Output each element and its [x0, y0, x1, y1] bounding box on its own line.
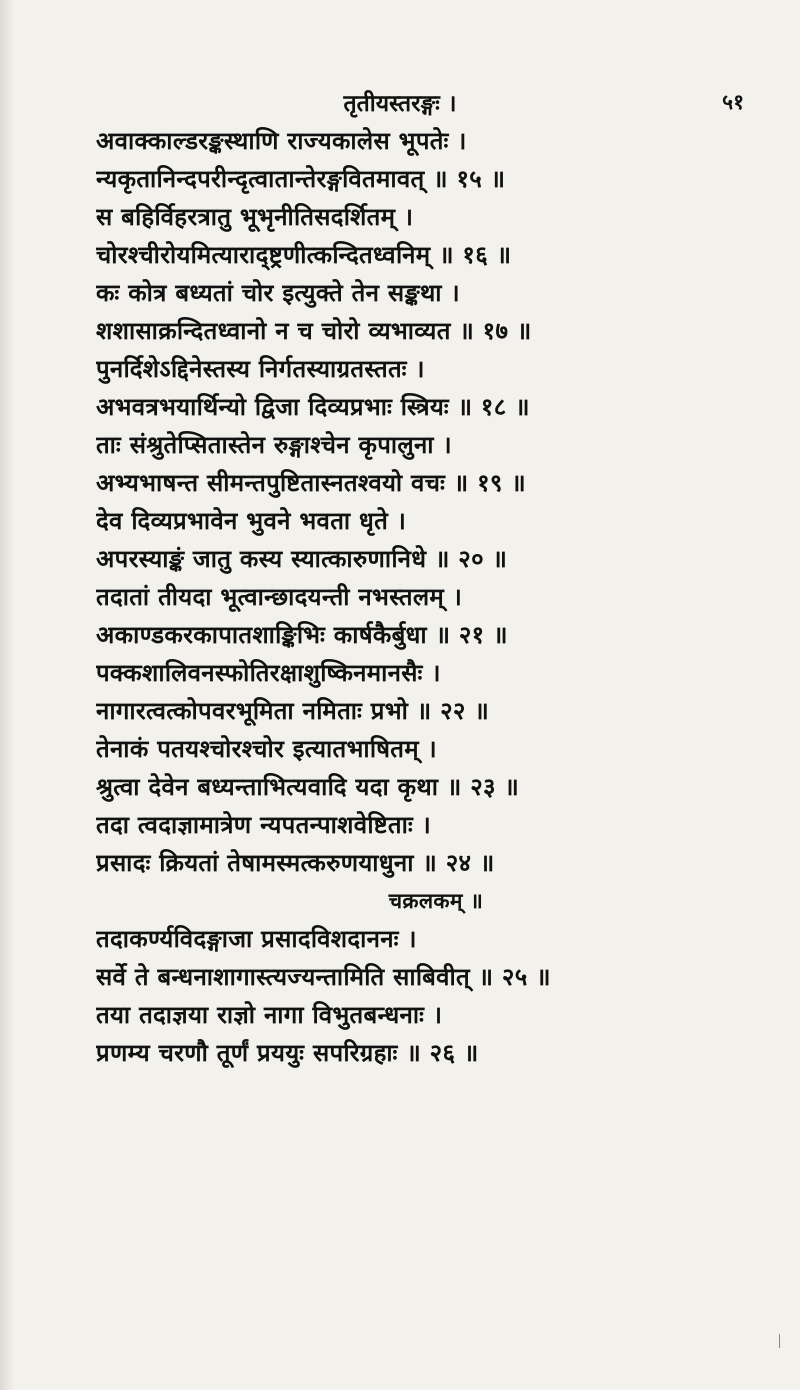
verse-line: तदातां तीयदा भूत्वान्छादयन्ती नभस्तलम् ।: [96, 583, 463, 611]
verse-line: अपरस्याङ्कं जातु कस्य स्यात्कारुणानिधे ॥ २० ॥: [96, 545, 508, 573]
verse-line: तदा त्वदाज्ञामात्रेण न्यपतन्पाशवेष्टिताः ।: [96, 811, 432, 839]
verse-line: अभ्यभाषन्त सीमन्तपुष्टितास्नतश्वयो वचः ॥ १९ ॥: [96, 469, 526, 497]
verse-line: तदाकर्ण्यविदङ्गाजा प्रसादविशदाननः ।: [96, 925, 417, 953]
verse-line: न्यकृतानिन्दपरीन्दृत्वातान्तेरङ्गवितमावत् ॥ १५ ॥: [96, 165, 506, 193]
verse-line: तेनाकं पतयश्चोरश्चोर इत्यातभाषितम् ।: [96, 735, 437, 763]
verse-line: पक्कशालिवनस्फोतिरक्षाशुष्किनमानसैः ।: [96, 659, 441, 687]
verse-line: शशासाक्रन्दितध्वानो न च चोरो व्यभाव्यत ॥ १७ ॥: [96, 317, 532, 345]
running-header: [0, 86, 800, 122]
section-heading: चक्रलकम् ॥: [388, 889, 484, 913]
verse-line: अभवत्रभयार्थिन्यो द्विजा दिव्यप्रभाः स्त्रियः ॥ १८ ॥: [96, 393, 530, 421]
verse-block: [96, 122, 736, 1072]
verse-line: अकाण्डकरकापातशाङ्किभिः कार्षकैर्बुधा ॥ २१ ॥: [96, 621, 508, 649]
verse-line: पुनर्दिशेऽद्दिनेस्तस्य निर्गतस्याग्रतस्ततः ।: [96, 355, 425, 383]
running-title: तृतीयस्तरङ्गः ।: [343, 91, 457, 117]
page-edge-shadow: [0, 0, 14, 1390]
verse-line: तया तदाज्ञया राज्ञो नागा विभुतबन्धनाः ।: [96, 1001, 443, 1029]
verse-line: कः कोत्र बध्यतां चोर इत्युक्ते तेन सङ्कथा ।: [96, 279, 460, 307]
verse-line: श्रुत्वा देवेन बध्यन्ताभित्यवादि यदा कृथा ॥ २३ ॥: [96, 773, 520, 801]
verse-line: चोरश्चीरोयमित्याराद्ष्ट्रणीत्कन्दितध्वनिम् ॥ १६ ॥: [96, 241, 512, 269]
verse-line: ताः संश्रुतेप्सितास्तेन रुङ्गाश्चेन कृपालुना ।: [96, 431, 452, 459]
verse-line: प्रसादः क्रियतां तेषामस्मत्करुणयाधुना ॥ २४ ॥: [96, 849, 495, 877]
verse-line: सर्वे ते बन्धनाशागास्त्यज्यन्तामिति साबिवीत् ॥ २५ ॥: [96, 963, 551, 991]
page-number: ५१: [722, 90, 744, 114]
verse-line: स बहिर्विहरत्रातु भूभृनीतिसदर्शितम् ।: [96, 203, 414, 231]
verse-line: देव दिव्यप्रभावेन भुवने भवता धृते ।: [96, 507, 407, 535]
verse-line: अवाक्काल्डरङ्कस्थाणि राज्यकालेस भूपतेः ।: [96, 127, 467, 155]
verse-line: प्रणम्य चरणौ तूर्णं प्रययुः सपरिग्रहाः ॥ २६ ॥: [96, 1039, 479, 1067]
verse-line: नागारत्वत्कोपवरभूमिता नमिताः प्रभो ॥ २२ ॥: [96, 697, 490, 725]
margin-mark: [773, 1334, 780, 1348]
